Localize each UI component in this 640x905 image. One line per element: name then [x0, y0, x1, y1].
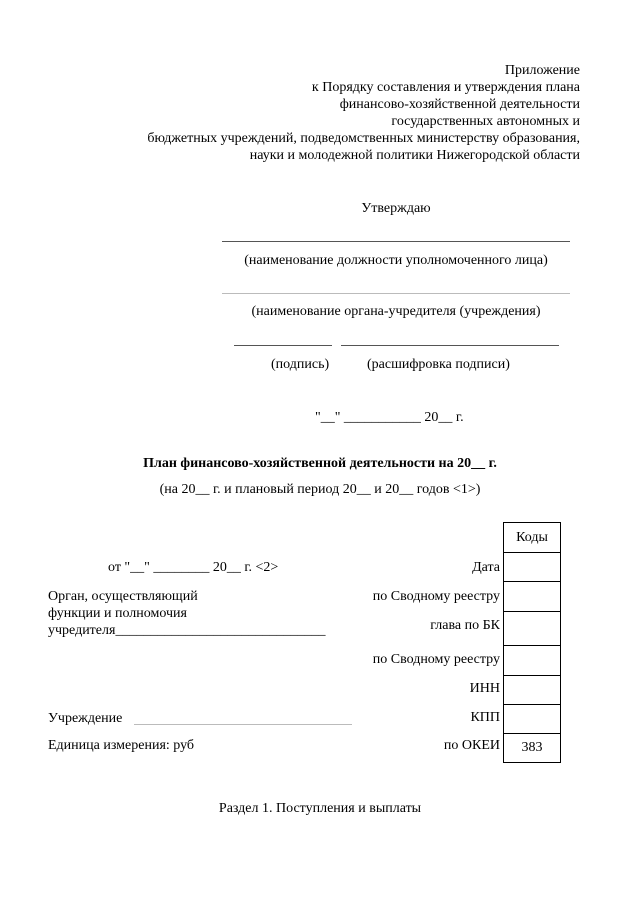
codes-header: Коды [504, 523, 561, 553]
date-from-label: от "__" ________ 20__ г. <2> [108, 560, 279, 575]
okei-label: по ОКЕИ [443, 738, 500, 753]
code-cell-kpp[interactable] [504, 705, 561, 734]
organ-caption: (наименование органа-учредителя (учреждения) [251, 304, 541, 319]
reestr-label: по Сводному реестру [372, 652, 500, 667]
appendix-line: науки и молодежной политики Нижегородской области [249, 148, 580, 163]
organ-line[interactable] [222, 293, 570, 294]
signature-caption: (подпись) [271, 357, 330, 372]
organ-label: учредителя______________________________ [48, 623, 326, 638]
appendix-line: к Порядку составления и утверждения плана [311, 80, 580, 95]
code-cell-reestr[interactable] [504, 646, 561, 676]
appendix-line: бюджетных учреждений, подведомственных министерству образования, [147, 131, 580, 146]
position-caption: (наименование должности уполномоченного лица) [244, 253, 548, 268]
appendix-line: государственных автономных и [391, 114, 580, 129]
position-line[interactable] [222, 241, 570, 242]
approve-date: "__" ___________ 20__ г. [315, 410, 464, 425]
bk-label: глава по БК [430, 618, 500, 633]
approve-title: Утверждаю [361, 201, 431, 216]
institution-line[interactable] [134, 724, 352, 725]
decoding-line[interactable] [341, 345, 559, 346]
appendix-line: финансово-хозяйственной деятельности [339, 97, 580, 112]
code-cell-okei[interactable]: 383 [504, 734, 561, 763]
code-cell-inn[interactable] [504, 676, 561, 705]
unit-label: Единица измерения: руб [48, 738, 195, 753]
organ-label: функции и полномочия [48, 606, 187, 621]
reestr-label: по Сводному реестру [372, 589, 500, 604]
signature-line[interactable] [234, 345, 332, 346]
kpp-label: КПП [470, 710, 500, 725]
decoding-caption: (расшифровка подписи) [367, 357, 510, 372]
institution-label: Учреждение [48, 711, 123, 726]
organ-label: Орган, осуществляющий [48, 589, 198, 604]
code-cell-reestr[interactable] [504, 582, 561, 612]
plan-title: План финансово-хозяйственной деятельности на 20__ г. [143, 456, 497, 471]
inn-label: ИНН [469, 681, 500, 696]
plan-subtitle: (на 20__ г. и плановый период 20__ и 20__ годов <1>) [159, 482, 481, 497]
appendix-line: Приложение [504, 63, 580, 78]
section-title: Раздел 1. Поступления и выплаты [218, 801, 422, 816]
code-cell-bk[interactable] [504, 612, 561, 646]
codes-table [503, 522, 561, 763]
date-label: Дата [472, 560, 500, 575]
code-cell-date[interactable] [504, 553, 561, 582]
